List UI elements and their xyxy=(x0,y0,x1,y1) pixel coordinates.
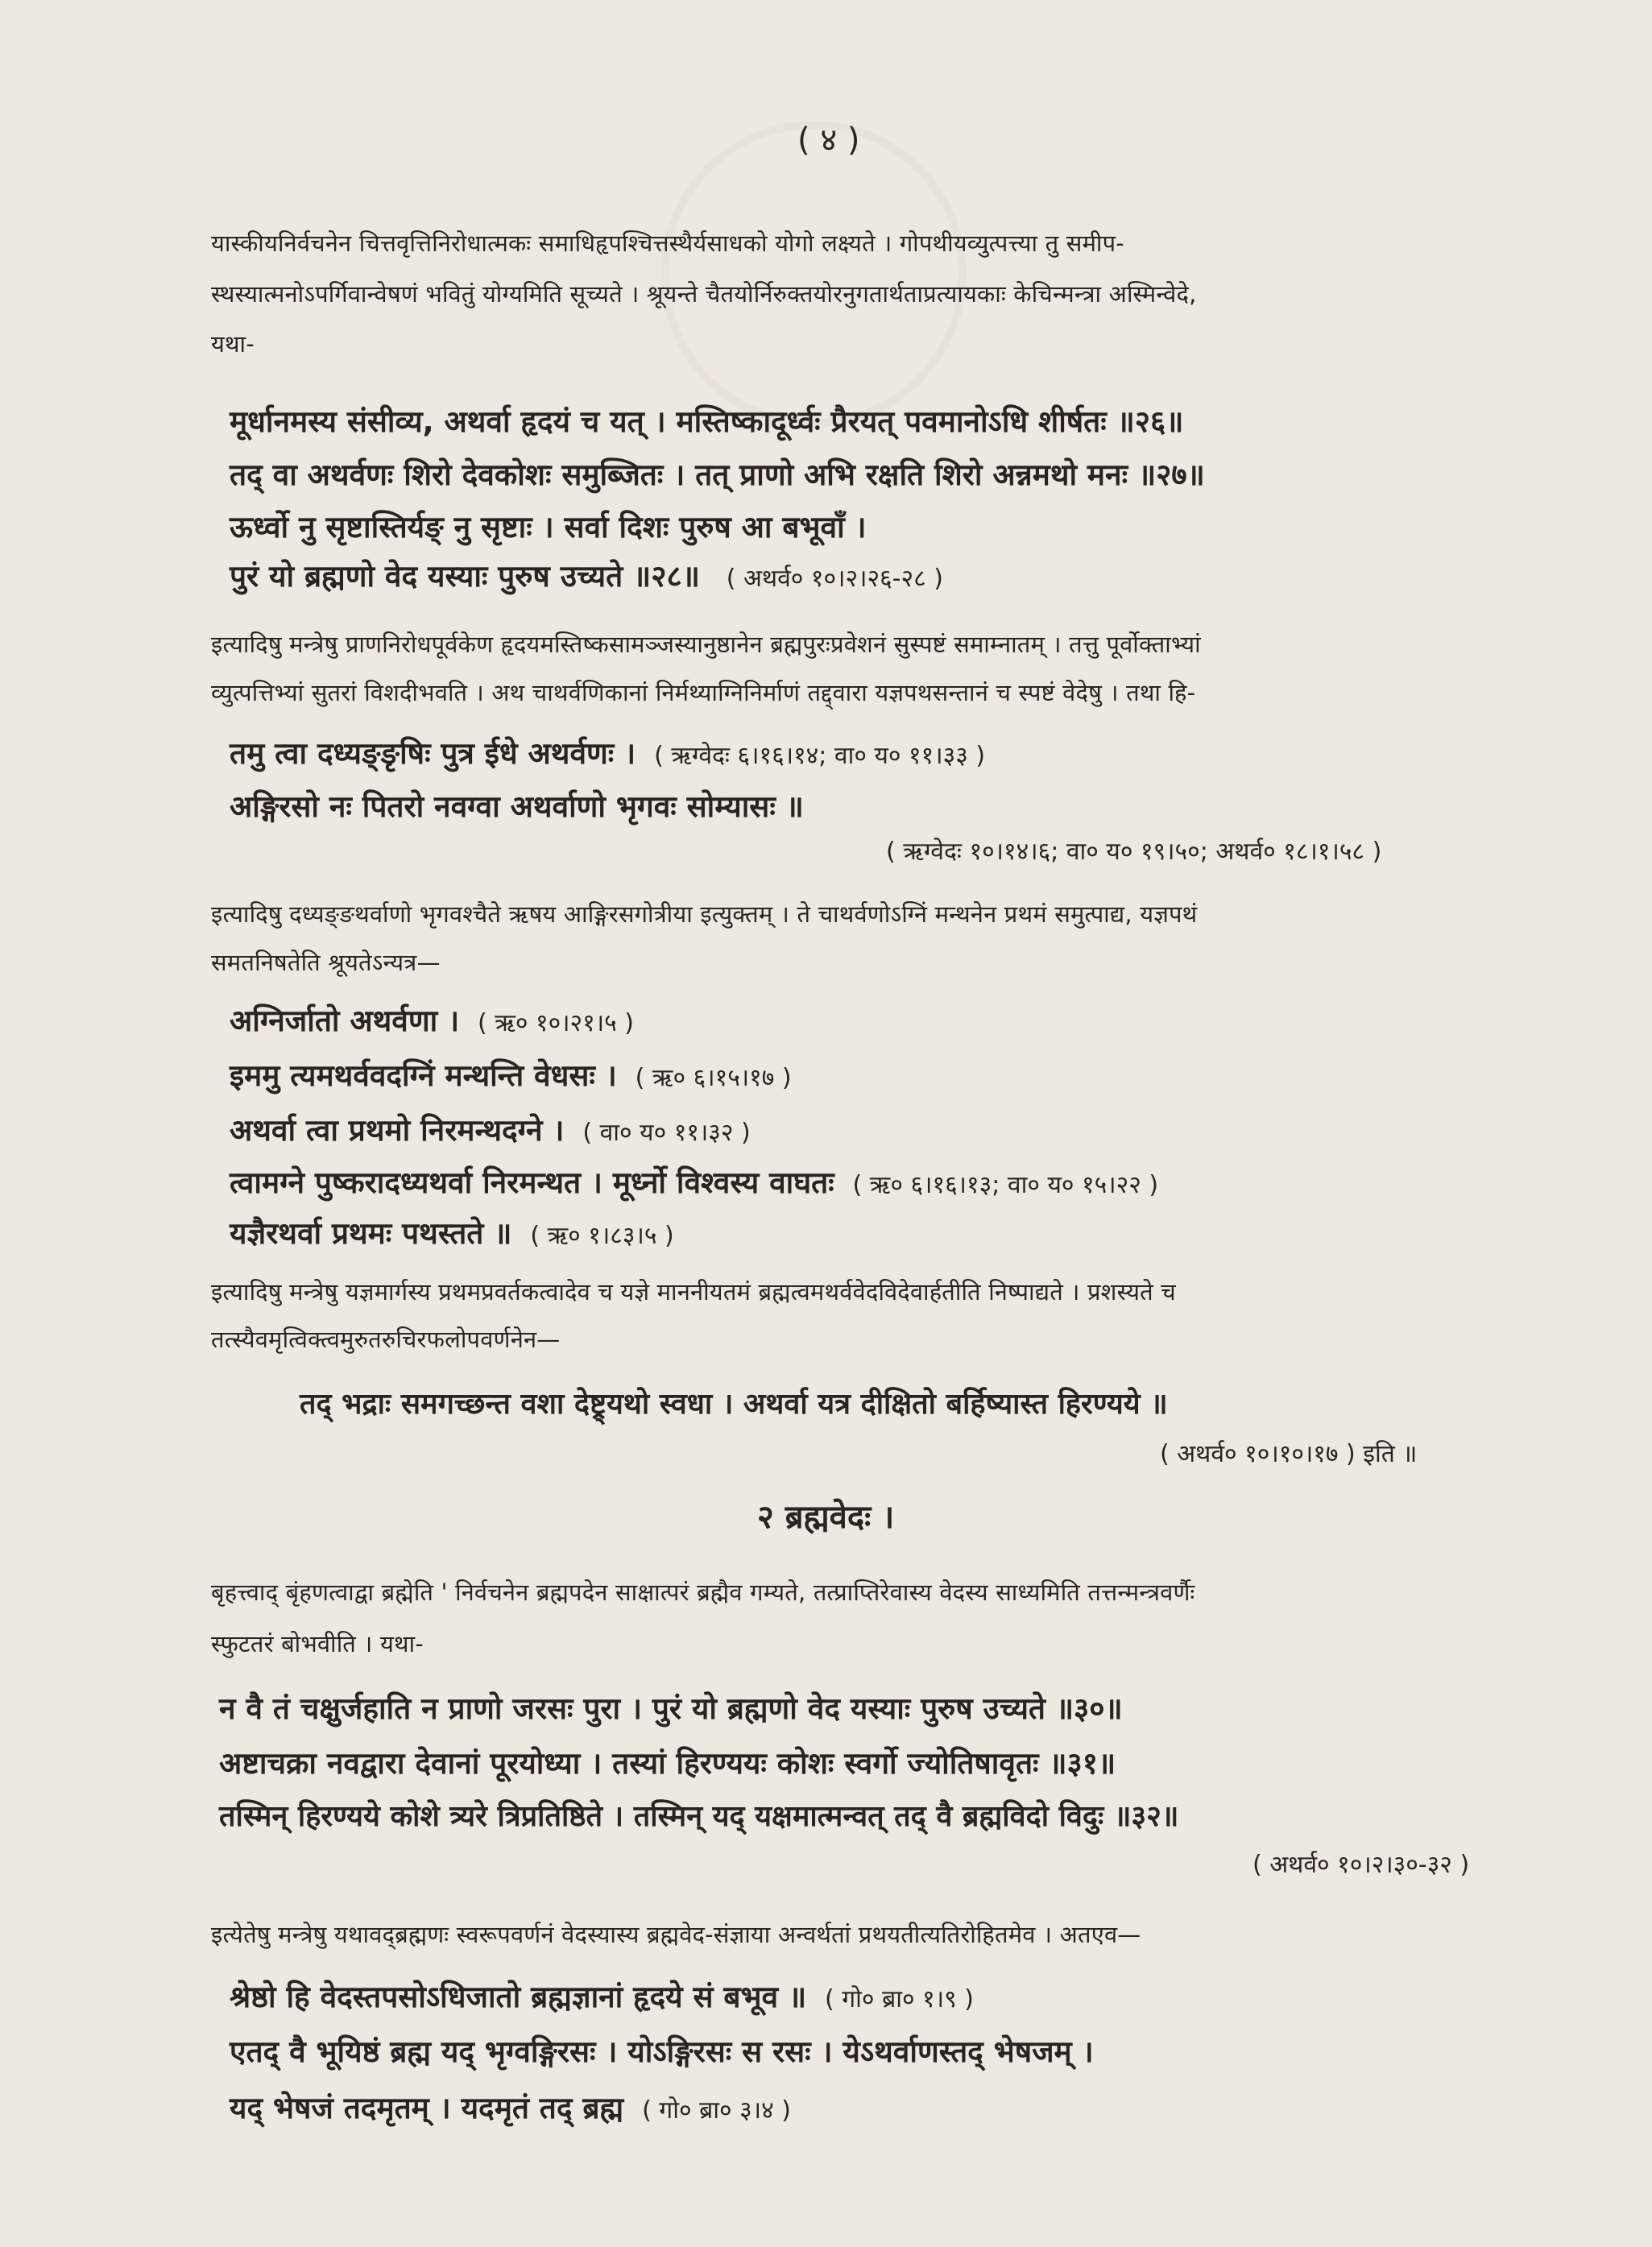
verse-reference: ( अथर्व० १०।२।२६-२८ ) xyxy=(726,565,943,593)
verse-text: अथर्वा त्वा प्रथमो निरमन्थदग्ने । xyxy=(230,1113,565,1148)
section-heading: २ ब्रह्मवेदः । xyxy=(757,1499,895,1536)
paragraph-line: यास्कीयनिर्वचनेन चित्तवृत्तिनिरोधात्मकः समाधिहृपश्चित्तस्थैर्यसाधको योगो लक्ष्यते । गोपथीयव्युत्पत्त्या तु समीप- xyxy=(211,230,1124,257)
paragraph-line: इत्यादिषु मन्त्रेषु प्राणनिरोधपूर्वकेण हृदयमस्तिष्कसामञ्जस्यानुष्ठानेन ब्रह्मपुरःप्रवेशनं सुस्पष्टं समाम्नातम् । तत्तु पूर्वोक्ताभ्यां xyxy=(211,631,1201,658)
paragraph-line: इत्येतेषु मन्त्रेषु यथावद्ब्रह्मणः स्वरूपवर्णनं वेदस्यास्य ब्रह्मवेद-संज्ञाया अन्वर्थतां प्रथयतीत्यतिरोहितमेव । अतएव— xyxy=(211,1921,1141,1948)
verse-reference: ( ऋ० ६।१५।१७ ) xyxy=(635,1064,792,1092)
verse-line: मूर्धानमस्य संसीव्य, अथर्वा हृदयं च यत् । मस्तिष्कादूर्ध्वः प्रैरयत् पवमानोऽधि शीर्षतः ॥२६॥ xyxy=(230,404,1184,439)
paragraph-line: व्युत्पत्तिभ्यां सुतरां विशदीभवति । अथ चाथर्वणिकानां निर्मथ्याग्निनिर्माणं तद्द्वारा यज्ञपथसन्तानं च स्पष्टं वेदेषु । तथा हि- xyxy=(211,679,1196,706)
verse-reference: ( अथर्व० १०।२।३०-३२ ) xyxy=(1252,1851,1470,1879)
verse-text: यज्ञैरथर्वा प्रथमः पथस्तते ॥ xyxy=(230,1216,512,1251)
verse-reference: ( वा० य० ११।३२ ) xyxy=(582,1119,751,1147)
verse-line: न वै तं चक्षुर्जहाति न प्राणो जरसः पुरा । पुरं यो ब्रह्मणो वेद यस्याः पुरुष उच्यते ॥३०॥ xyxy=(219,1691,1123,1726)
verse-line: एतद् वै भूयिष्ठं ब्रह्म यद् भृग्वङ्गिरसः । योऽङ्गिरसः स रसः । येऽथर्वाणस्तद् भेषजम् । xyxy=(230,2034,1094,2069)
verse-line xyxy=(230,736,985,772)
verse-line xyxy=(230,1003,634,1039)
verse-line: ऊर्ध्वो नु सृष्टास्तिर्यङ् नु सृष्टाः । सर्वा दिशः पुरुष आ बभूवाँ । xyxy=(230,510,867,544)
verse-line: अङ्गिरसो नः पितरो नवग्वा अथर्वाणो भृगवः सोम्यासः ॥ xyxy=(230,789,804,824)
paragraph-line: इत्यादिषु मन्त्रेषु यज्ञमार्गस्य प्रथमप्रवर्तकत्वादेव च यज्ञे माननीयतमं ब्रह्मत्वमथर्ववेदविदेवार्हतीति निष्पाद्यते । प्रशस्यते च xyxy=(211,1278,1176,1306)
verse-line: तद् भद्राः समगच्छन्त वशा देष्ट्र्यथो स्वधा । अथर्वा यत्र दीक्षितो बर्हिष्यास्त हिरण्यये ॥ xyxy=(300,1388,1168,1421)
verse-line: अष्टाचक्रा नवद्वारा देवानां पूरयोध्या । तस्यां हिरण्ययः कोशः स्वर्गो ज्योतिषावृतः ॥३१॥ xyxy=(219,1746,1116,1781)
verse-line xyxy=(230,1216,674,1252)
verse-text: यद् भेषजं तदमृतम् । यदमृतं तद् ब्रह्म xyxy=(230,2091,624,2125)
paragraph-line: तत्स्यैवमृत्विक्त्वमुरुतरुचिरफलोपवर्णनेन— xyxy=(211,1326,561,1353)
paragraph-line: स्फुटतरं बोभवीति । यथा- xyxy=(211,1630,424,1657)
paragraph-line: स्थस्यात्मनोऽपर्गिवान्वेषणं भवितुं योग्यमिति सूच्यते । श्रूयन्ते चैतयोर्निरुक्तयोरनुगतार्थताप्रत्यायकाः केचिन्मन्त्रा अस्मिन्वेदे, xyxy=(211,280,1197,308)
paragraph-line: बृहत्त्वाद् बृंहणत्वाद्वा ब्रह्मेति ' निर्वचनेन ब्रह्मपदेन साक्षात्परं ब्रह्मैव गम्यते, तत्प्राप्तिरेवास्य वेदस्य साध्यमिति तत्तन्मन्त्रवर्णैः xyxy=(211,1579,1195,1606)
faded-seal-watermark xyxy=(660,121,967,427)
verse-line xyxy=(230,1165,1158,1201)
verse-text: पुरं यो ब्रह्मणो वेद यस्याः पुरुष उच्यते ॥२८॥ xyxy=(230,559,700,594)
verse-text: त्वामग्ने पुष्करादध्यथर्वा निरमन्थत । मूर्ध्नो विश्वस्य वाघतः xyxy=(230,1165,834,1200)
verse-text: इममु त्यमथर्ववदग्निं मन्थन्ति वेधसः । xyxy=(230,1058,617,1093)
verse-line xyxy=(230,2091,791,2126)
verse-line: तद् वा अथर्वणः शिरो देवकोशः समुब्जितः । तत् प्राणो अभि रक्षति शिरो अन्नमथो मनः ॥२७॥ xyxy=(230,457,1205,492)
verse-line xyxy=(230,1980,974,2015)
verse-reference: ( ऋ० ६।१६।१३; वा० य० १५।२२ ) xyxy=(852,1171,1159,1199)
verse-reference: ( ऋग्वेदः १०।१४।६; वा० य० १९।५०; अथर्व० १८।१।५८ ) xyxy=(886,838,1382,866)
verse-line: तस्मिन् हिरण्यये कोशे त्र्यरे त्रिप्रतिष्ठिते । तस्मिन् यद् यक्षमात्मन्वत् तद् वै ब्रह्मविदो विदुः ॥३२॥ xyxy=(219,1800,1179,1833)
page-number: ( ४ ) xyxy=(797,122,860,159)
verse-reference: ( गो० ब्रा० ३।४ ) xyxy=(642,2096,791,2125)
paragraph-line: यथा- xyxy=(211,330,255,358)
verse-reference: ( गो० ब्रा० १।९ ) xyxy=(825,1985,974,2013)
verse-reference: ( ऋ० १०।२१।५ ) xyxy=(478,1009,634,1037)
verse-reference: ( अथर्व० १०।१०।१७ ) इति ॥ xyxy=(1160,1440,1418,1468)
paragraph-line: इत्यादिषु दध्यङ्ङथर्वाणो भृगवश्चैते ऋषय आङ्गिरसगोत्रीया इत्युक्तम् । ते चाथर्वणोऽग्निं मन्थनेन प्रथमं समुत्पाद्य, यज्ञपथं xyxy=(211,900,1198,928)
verse-reference: ( ऋ० १।८३।५ ) xyxy=(530,1222,674,1250)
verse-text: श्रेष्ठो हि वेदस्तपसोऽधिजातो ब्रह्मज्ञानां हृदये सं बभूव ॥ xyxy=(230,1980,807,2014)
verse-reference: ( ऋग्वेदः ६।१६।१४; वा० य० ११।३३ ) xyxy=(654,742,986,770)
verse-text: तमु त्वा दध्यङ्ङृषिः पुत्र ईधे अथर्वणः । xyxy=(230,736,636,771)
verse-line xyxy=(230,1058,792,1094)
verse-line xyxy=(230,559,943,594)
verse-text: अग्निर्जातो अथर्वणा । xyxy=(230,1003,460,1038)
verse-line xyxy=(230,1113,751,1148)
paragraph-line: समतनिषतेति श्रूयतेऽन्यत्र— xyxy=(211,949,441,976)
